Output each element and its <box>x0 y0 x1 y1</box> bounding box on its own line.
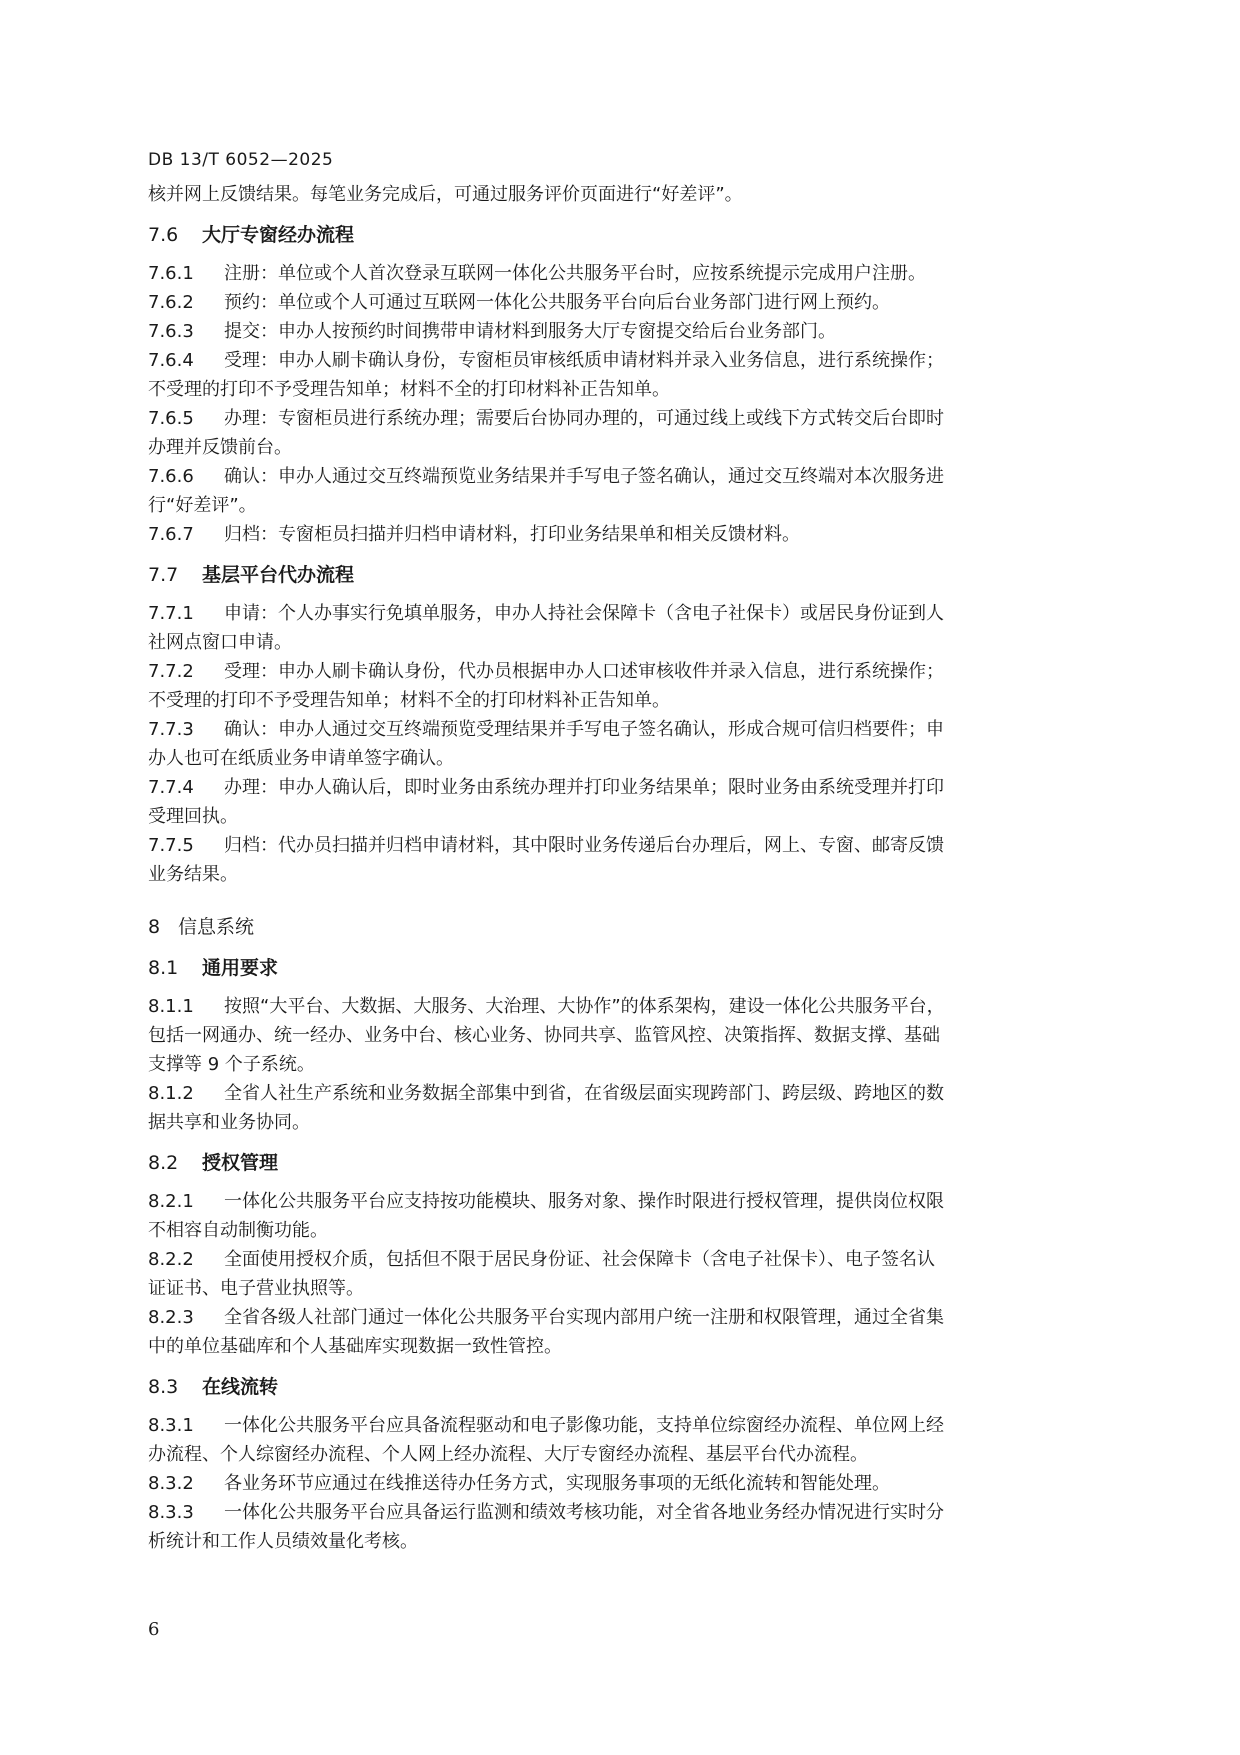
clause-7-7-1 <box>148 599 1092 628</box>
clause-number: 7.6.5 <box>148 408 194 429</box>
clause-text: 归档：代办员扫描并归档申请材料，其中限时业务传递后台办理后，网上、专窗、邮寄反馈 <box>224 835 944 856</box>
clause-text: 一体化公共服务平台应支持按功能模块、服务对象、操作时限进行授权管理，提供岗位权限 <box>224 1191 944 1212</box>
clause-continuation: 办理并反馈前台。 <box>148 437 292 458</box>
clause-number: 7.6.4 <box>148 350 194 371</box>
section-number: 8.1 <box>148 957 179 979</box>
chapter-heading-8 <box>148 913 1092 942</box>
section-heading-8-1 <box>148 954 1092 983</box>
section-number: 7.7 <box>148 564 179 586</box>
clause-8-2-2 <box>148 1245 1092 1274</box>
clause-text: 办理：专窗柜员进行系统办理；需要后台协同办理的，可通过线上或线下方式转交后台即时 <box>224 408 944 429</box>
clause-continuation: 办人也可在纸质业务申请单签字确认。 <box>148 748 454 769</box>
clause-continuation: 办流程、个人综窗经办流程、个人网上经办流程、大厅专窗经办流程、基层平台代办流程。 <box>148 1444 868 1465</box>
clause-number: 7.6.2 <box>148 292 194 313</box>
clause-continuation: 包括一网通办、统一经办、业务中台、核心业务、协同共享、监管风控、决策指挥、数据支撑、基础 <box>148 1025 940 1046</box>
clause-number: 7.7.5 <box>148 835 194 856</box>
section-number: 8.2 <box>148 1152 179 1174</box>
clause-number: 7.7.4 <box>148 777 194 798</box>
clause-7-6-3 <box>148 317 1092 346</box>
clause-number: 8.3.3 <box>148 1502 194 1523</box>
clause-8-3-2 <box>148 1469 1092 1498</box>
clause-text: 一体化公共服务平台应具备流程驱动和电子影像功能，支持单位综窗经办流程、单位网上经 <box>224 1415 944 1436</box>
chapter-title: 信息系统 <box>178 916 255 938</box>
continuation-line: 核并网上反馈结果。每笔业务完成后，可通过服务评价页面进行“好差评”。 <box>148 184 743 205</box>
page-number: 6 <box>148 1619 160 1640</box>
clause-number: 8.3.2 <box>148 1473 194 1494</box>
clause-7-6-2 <box>148 288 1092 317</box>
clause-7-7-4 <box>148 773 1092 802</box>
clause-number: 8.1.1 <box>148 996 194 1017</box>
clause-7-6-6 <box>148 462 1092 491</box>
clause-7-7-3 <box>148 715 1092 744</box>
clause-continuation: 不受理的打印不予受理告知单；材料不全的打印材料补正告知单。 <box>148 690 670 711</box>
clause-number: 7.6.7 <box>148 524 194 545</box>
clause-number: 8.2.1 <box>148 1191 194 1212</box>
clause-number: 7.6.6 <box>148 466 194 487</box>
clause-7-6-4 <box>148 346 1092 375</box>
clause-text: 确认：申办人通过交互终端预览受理结果并手写电子签名确认，形成合规可信归档要件；申 <box>224 719 944 740</box>
clause-7-7-5 <box>148 831 1092 860</box>
clause-7-6-7 <box>148 520 1092 549</box>
clause-number: 8.3.1 <box>148 1415 194 1436</box>
clause-continuation: 不受理的打印不予受理告知单；材料不全的打印材料补正告知单。 <box>148 379 670 400</box>
section-heading-7-6 <box>148 221 1092 250</box>
clause-continuation: 社网点窗口申请。 <box>148 632 292 653</box>
clause-number: 8.1.2 <box>148 1083 194 1104</box>
document-page <box>148 148 1092 1556</box>
clause-text: 提交：申办人按预约时间携带申请材料到服务大厅专窗提交给后台业务部门。 <box>224 321 836 342</box>
clause-8-2-3 <box>148 1303 1092 1332</box>
clause-7-6-1 <box>148 259 1092 288</box>
clause-continuation: 证证书、电子营业执照等。 <box>148 1278 364 1299</box>
clause-7-7-2 <box>148 657 1092 686</box>
clause-text: 全面使用授权介质，包括但不限于居民身份证、社会保障卡（含电子社保卡）、电子签名认 <box>224 1249 935 1270</box>
clause-number: 7.6.3 <box>148 321 194 342</box>
clause-text: 办理：申办人确认后，即时业务由系统办理并打印业务结果单；限时业务由系统受理并打印 <box>224 777 944 798</box>
clause-8-3-3 <box>148 1498 1092 1527</box>
clause-text: 注册：单位或个人首次登录互联网一体化公共服务平台时，应按系统提示完成用户注册。 <box>224 263 926 284</box>
document-code: DB 13/T 6052—2025 <box>148 150 334 170</box>
clause-text: 申请：个人办事实行免填单服务，申办人持社会保障卡（含电子社保卡）或居民身份证到人 <box>224 603 944 624</box>
clause-8-2-1 <box>148 1187 1092 1216</box>
clause-number: 8.2.2 <box>148 1249 194 1270</box>
clause-8-1-1 <box>148 992 1092 1021</box>
clause-text: 预约：单位或个人可通过互联网一体化公共服务平台向后台业务部门进行网上预约。 <box>224 292 890 313</box>
clause-text: 受理：申办人刷卡确认身份，代办员根据申办人口述审核收件并录入信息，进行系统操作； <box>224 661 944 682</box>
clause-text: 按照“大平台、大数据、大服务、大治理、大协作”的体系架构，建设一体化公共服务平台， <box>224 996 945 1017</box>
clause-text: 一体化公共服务平台应具备运行监测和绩效考核功能，对全省各地业务经办情况进行实时分 <box>224 1502 944 1523</box>
clause-number: 7.7.3 <box>148 719 194 740</box>
section-heading-8-2 <box>148 1149 1092 1178</box>
clause-number: 7.7.2 <box>148 661 194 682</box>
section-title: 通用要求 <box>202 957 279 979</box>
clause-continuation: 受理回执。 <box>148 806 238 827</box>
section-number: 7.6 <box>148 224 179 246</box>
section-title: 在线流转 <box>202 1376 279 1398</box>
clause-continuation: 析统计和工作人员绩效量化考核。 <box>148 1531 418 1552</box>
section-title: 基层平台代办流程 <box>202 564 355 586</box>
clause-text: 全省人社生产系统和业务数据全部集中到省，在省级层面实现跨部门、跨层级、跨地区的数 <box>224 1083 944 1104</box>
clause-text: 受理：申办人刷卡确认身份，专窗柜员审核纸质申请材料并录入业务信息，进行系统操作； <box>224 350 944 371</box>
clause-continuation: 支撑等 9 个子系统。 <box>148 1054 315 1075</box>
clause-number: 7.7.1 <box>148 603 194 624</box>
clause-continuation: 中的单位基础库和个人基础库实现数据一致性管控。 <box>148 1336 562 1357</box>
section-number: 8.3 <box>148 1376 179 1398</box>
chapter-number: 8 <box>148 916 161 938</box>
section-title: 大厅专窗经办流程 <box>202 224 355 246</box>
clause-continuation: 不相容自动制衡功能。 <box>148 1220 328 1241</box>
clause-8-1-2 <box>148 1079 1092 1108</box>
clause-7-6-5 <box>148 404 1092 433</box>
clause-number: 8.2.3 <box>148 1307 194 1328</box>
clause-text: 归档：专窗柜员扫描并归档申请材料，打印业务结果单和相关反馈材料。 <box>224 524 800 545</box>
clause-number: 7.6.1 <box>148 263 194 284</box>
section-heading-8-3 <box>148 1373 1092 1402</box>
section-title: 授权管理 <box>202 1152 279 1174</box>
clause-text: 确认：申办人通过交互终端预览业务结果并手写电子签名确认，通过交互终端对本次服务进 <box>224 466 944 487</box>
clause-continuation: 行“好差评”。 <box>148 495 257 516</box>
clause-text: 各业务环节应通过在线推送待办任务方式，实现服务事项的无纸化流转和智能处理。 <box>224 1473 890 1494</box>
clause-continuation: 据共享和业务协同。 <box>148 1112 310 1133</box>
section-heading-7-7 <box>148 561 1092 590</box>
clause-8-3-1 <box>148 1411 1092 1440</box>
clause-text: 全省各级人社部门通过一体化公共服务平台实现内部用户统一注册和权限管理，通过全省集 <box>224 1307 944 1328</box>
clause-continuation: 业务结果。 <box>148 864 238 885</box>
